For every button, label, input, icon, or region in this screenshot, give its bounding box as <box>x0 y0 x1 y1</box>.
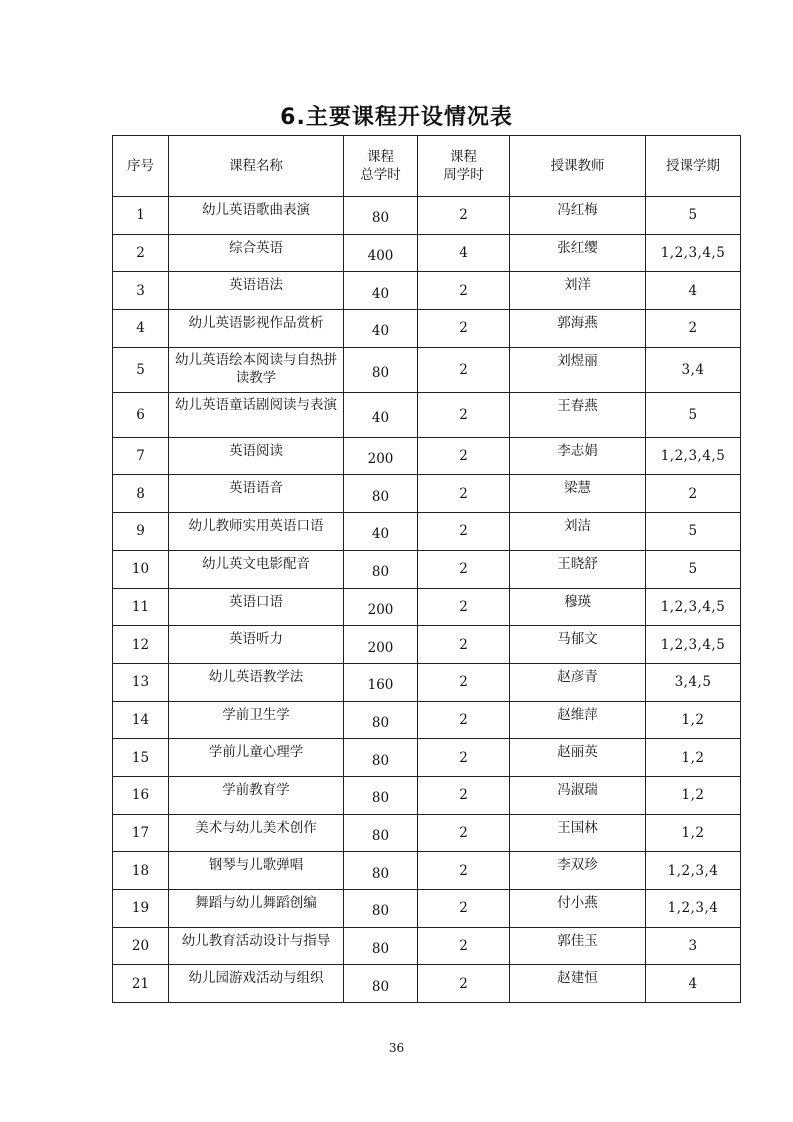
weekly-hours-cell: 2 <box>418 475 510 513</box>
table-row <box>113 588 741 626</box>
weekly-hours-cell: 2 <box>418 588 510 626</box>
teacher-cell: 刘洁 <box>510 513 646 551</box>
term-cell: 1,2 <box>646 776 741 814</box>
course-name-cell: 英语口语 <box>169 588 344 626</box>
total-hours-cell: 80 <box>344 475 418 513</box>
term-cell: 1,2,3,4,5 <box>646 437 741 475</box>
header-course-name: 课程名称 <box>169 136 344 197</box>
weekly-hours-cell: 2 <box>418 890 510 928</box>
page-number: 36 <box>388 1041 405 1055</box>
total-hours-cell: 200 <box>344 588 418 626</box>
total-hours-cell: 400 <box>344 234 418 272</box>
weekly-hours-cell: 2 <box>418 663 510 701</box>
total-hours-cell: 200 <box>344 437 418 475</box>
table-row <box>113 234 741 272</box>
total-hours-cell: 80 <box>344 347 418 392</box>
row-number-cell: 7 <box>113 437 169 475</box>
weekly-hours-cell: 2 <box>418 272 510 310</box>
row-number-cell: 13 <box>113 663 169 701</box>
table-row <box>113 890 741 928</box>
total-hours-cell: 80 <box>344 927 418 965</box>
table-row <box>113 475 741 513</box>
term-cell: 3 <box>646 927 741 965</box>
weekly-hours-cell: 2 <box>418 626 510 664</box>
course-name-cell: 英语语法 <box>169 272 344 310</box>
weekly-hours-cell: 2 <box>418 776 510 814</box>
table-header-row <box>113 136 741 197</box>
row-number-cell: 12 <box>113 626 169 664</box>
total-hours-cell: 80 <box>344 890 418 928</box>
header-weekly-hours-line2: 周学时 <box>443 167 484 183</box>
teacher-cell: 王国林 <box>510 814 646 852</box>
term-cell: 1,2,3,4,5 <box>646 588 741 626</box>
teacher-cell: 冯红梅 <box>510 197 646 235</box>
table-row <box>113 814 741 852</box>
weekly-hours-cell: 2 <box>418 852 510 890</box>
term-cell: 1,2 <box>646 814 741 852</box>
table-row <box>113 197 741 235</box>
row-number-cell: 4 <box>113 310 169 348</box>
course-table <box>112 135 741 1003</box>
teacher-cell: 刘煜丽 <box>510 347 646 392</box>
term-cell: 5 <box>646 550 741 588</box>
term-cell: 3,4,5 <box>646 663 741 701</box>
header-weekly-hours <box>418 136 510 197</box>
table-row <box>113 739 741 777</box>
teacher-cell: 赵建恒 <box>510 965 646 1003</box>
teacher-cell: 刘洋 <box>510 272 646 310</box>
course-name-cell: 学前儿童心理学 <box>169 739 344 777</box>
row-number-cell: 17 <box>113 814 169 852</box>
weekly-hours-cell: 2 <box>418 550 510 588</box>
table-row <box>113 965 741 1003</box>
row-number-cell: 11 <box>113 588 169 626</box>
total-hours-cell: 80 <box>344 197 418 235</box>
weekly-hours-cell: 2 <box>418 310 510 348</box>
term-cell: 5 <box>646 392 741 437</box>
weekly-hours-cell: 2 <box>418 814 510 852</box>
table-row <box>113 550 741 588</box>
table-row <box>113 927 741 965</box>
row-number-cell: 16 <box>113 776 169 814</box>
teacher-cell: 梁慧 <box>510 475 646 513</box>
course-name-cell: 英语阅读 <box>169 437 344 475</box>
term-cell: 2 <box>646 310 741 348</box>
table-row <box>113 626 741 664</box>
row-number-cell: 3 <box>113 272 169 310</box>
teacher-cell: 张红缨 <box>510 234 646 272</box>
header-total-hours-line2: 总学时 <box>360 167 401 183</box>
course-name-cell: 学前教育学 <box>169 776 344 814</box>
course-name-cell: 英语语音 <box>169 475 344 513</box>
course-name-cell: 幼儿园游戏活动与组织 <box>169 965 344 1003</box>
weekly-hours-cell: 2 <box>418 437 510 475</box>
term-cell: 5 <box>646 513 741 551</box>
term-cell: 1,2,3,4 <box>646 852 741 890</box>
row-number-cell: 2 <box>113 234 169 272</box>
weekly-hours-cell: 2 <box>418 347 510 392</box>
teacher-cell: 马郁文 <box>510 626 646 664</box>
course-name-cell: 幼儿英文电影配音 <box>169 550 344 588</box>
header-weekly-hours-line1: 课程 <box>450 149 477 165</box>
teacher-cell: 郭佳玉 <box>510 927 646 965</box>
teacher-cell: 冯淑瑞 <box>510 776 646 814</box>
term-cell: 1,2,3,4 <box>646 890 741 928</box>
term-cell: 1,2 <box>646 701 741 739</box>
teacher-cell: 王晓舒 <box>510 550 646 588</box>
row-number-cell: 18 <box>113 852 169 890</box>
total-hours-cell: 40 <box>344 513 418 551</box>
term-cell: 4 <box>646 272 741 310</box>
row-number-cell: 8 <box>113 475 169 513</box>
row-number-cell: 19 <box>113 890 169 928</box>
teacher-cell: 李双珍 <box>510 852 646 890</box>
weekly-hours-cell: 2 <box>418 739 510 777</box>
row-number-cell: 10 <box>113 550 169 588</box>
table-row <box>113 437 741 475</box>
row-number-cell: 9 <box>113 513 169 551</box>
course-name-cell: 舞蹈与幼儿舞蹈创编 <box>169 890 344 928</box>
table-row <box>113 513 741 551</box>
row-number-cell: 20 <box>113 927 169 965</box>
total-hours-cell: 40 <box>344 272 418 310</box>
term-cell: 2 <box>646 475 741 513</box>
table-row <box>113 310 741 348</box>
course-name-cell: 英语听力 <box>169 626 344 664</box>
teacher-cell: 付小燕 <box>510 890 646 928</box>
table-row <box>113 272 741 310</box>
total-hours-cell: 80 <box>344 701 418 739</box>
table-row <box>113 392 741 437</box>
header-total-hours <box>344 136 418 197</box>
course-name-cell: 幼儿教育活动设计与指导 <box>169 927 344 965</box>
weekly-hours-cell: 2 <box>418 197 510 235</box>
course-name-cell: 幼儿英语绘本阅读与自热拼读教学 <box>169 347 344 392</box>
total-hours-cell: 40 <box>344 392 418 437</box>
teacher-cell: 穆瑛 <box>510 588 646 626</box>
term-cell: 4 <box>646 965 741 1003</box>
total-hours-cell: 80 <box>344 814 418 852</box>
table-row <box>113 347 741 392</box>
course-name-cell: 综合英语 <box>169 234 344 272</box>
row-number-cell: 5 <box>113 347 169 392</box>
row-number-cell: 6 <box>113 392 169 437</box>
total-hours-cell: 80 <box>344 776 418 814</box>
teacher-cell: 赵彦青 <box>510 663 646 701</box>
course-name-cell: 幼儿英语影视作品赏析 <box>169 310 344 348</box>
total-hours-cell: 80 <box>344 965 418 1003</box>
course-name-cell: 幼儿英语童话剧阅读与表演 <box>169 392 344 437</box>
weekly-hours-cell: 2 <box>418 392 510 437</box>
course-name-cell: 幼儿英语教学法 <box>169 663 344 701</box>
weekly-hours-cell: 2 <box>418 513 510 551</box>
teacher-cell: 王春燕 <box>510 392 646 437</box>
course-name-cell: 学前卫生学 <box>169 701 344 739</box>
row-number-cell: 15 <box>113 739 169 777</box>
row-number-cell: 1 <box>113 197 169 235</box>
header-no: 序号 <box>113 136 169 197</box>
total-hours-cell: 160 <box>344 663 418 701</box>
term-cell: 1,2 <box>646 739 741 777</box>
weekly-hours-cell: 4 <box>418 234 510 272</box>
table-row <box>113 701 741 739</box>
total-hours-cell: 80 <box>344 550 418 588</box>
total-hours-cell: 200 <box>344 626 418 664</box>
teacher-cell: 赵维萍 <box>510 701 646 739</box>
course-name-cell: 幼儿英语歌曲表演 <box>169 197 344 235</box>
header-teacher: 授课教师 <box>510 136 646 197</box>
term-cell: 1,2,3,4,5 <box>646 626 741 664</box>
row-number-cell: 21 <box>113 965 169 1003</box>
term-cell: 1,2,3,4,5 <box>646 234 741 272</box>
page-title: 6.主要课程开设情况表 <box>280 105 513 130</box>
course-name-cell: 美术与幼儿美术创作 <box>169 814 344 852</box>
term-cell: 5 <box>646 197 741 235</box>
header-total-hours-line1: 课程 <box>367 149 394 165</box>
course-name-cell: 幼儿教师实用英语口语 <box>169 513 344 551</box>
table-row <box>113 663 741 701</box>
weekly-hours-cell: 2 <box>418 701 510 739</box>
table-body <box>113 197 741 1003</box>
table-row <box>113 776 741 814</box>
header-term: 授课学期 <box>646 136 741 197</box>
teacher-cell: 赵丽英 <box>510 739 646 777</box>
weekly-hours-cell: 2 <box>418 965 510 1003</box>
course-name-cell: 钢琴与儿歌弹唱 <box>169 852 344 890</box>
total-hours-cell: 80 <box>344 852 418 890</box>
total-hours-cell: 40 <box>344 310 418 348</box>
term-cell: 3,4 <box>646 347 741 392</box>
total-hours-cell: 80 <box>344 739 418 777</box>
teacher-cell: 李志娟 <box>510 437 646 475</box>
teacher-cell: 郭海燕 <box>510 310 646 348</box>
table-row <box>113 852 741 890</box>
row-number-cell: 14 <box>113 701 169 739</box>
weekly-hours-cell: 2 <box>418 927 510 965</box>
